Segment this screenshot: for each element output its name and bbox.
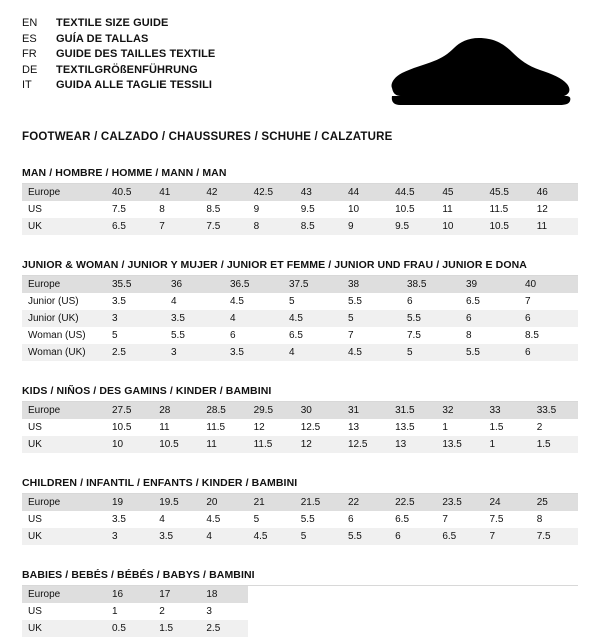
size-cell: 8.5 [519, 327, 578, 344]
size-cell: 21.5 [295, 494, 342, 511]
size-cell: 41 [153, 184, 200, 201]
size-cell: 33 [484, 402, 531, 419]
size-cell: 3.5 [224, 344, 283, 361]
table-row [22, 586, 578, 603]
size-cell [436, 620, 483, 637]
size-cell: 11.5 [200, 419, 247, 436]
size-cell: 43 [295, 184, 342, 201]
size-cell: 6.5 [436, 528, 483, 545]
size-cell: 4 [153, 511, 200, 528]
size-cell: 37.5 [283, 276, 342, 293]
size-cell [295, 603, 342, 620]
row-label: Europe [22, 586, 106, 603]
size-tables-container [22, 167, 578, 637]
size-cell: 10.5 [389, 201, 436, 218]
table-row [22, 511, 578, 528]
size-cell: 10.5 [106, 419, 153, 436]
size-cell: 21 [248, 494, 295, 511]
size-cell: 2 [531, 419, 578, 436]
size-cell: 12.5 [295, 419, 342, 436]
size-cell: 11.5 [248, 436, 295, 453]
size-cell: 3 [106, 528, 153, 545]
size-cell: 42.5 [248, 184, 295, 201]
size-cell: 22.5 [389, 494, 436, 511]
size-cell: 2 [153, 603, 200, 620]
language-title: TEXTILE SIZE GUIDE [56, 17, 169, 29]
size-cell: 16 [106, 586, 153, 603]
language-code: IT [22, 79, 32, 92]
size-cell: 5 [248, 511, 295, 528]
size-group [22, 385, 578, 453]
page-header [22, 16, 578, 117]
size-cell: 5.5 [401, 310, 460, 327]
size-cell: 7 [436, 511, 483, 528]
size-cell: 31 [342, 402, 389, 419]
size-cell [342, 603, 389, 620]
size-cell: 1.5 [531, 436, 578, 453]
row-label: UK [22, 436, 106, 453]
size-cell: 3.5 [106, 511, 153, 528]
size-cell: 5.5 [342, 528, 389, 545]
size-cell: 7 [519, 293, 578, 310]
size-cell: 6 [342, 511, 389, 528]
language-code: FR [22, 48, 37, 61]
size-cell: 12.5 [342, 436, 389, 453]
size-cell: 11 [153, 419, 200, 436]
row-label: Junior (US) [22, 293, 106, 310]
size-cell: 4.5 [224, 293, 283, 310]
size-cell: 18 [200, 586, 247, 603]
size-cell: 19.5 [153, 494, 200, 511]
size-cell [389, 620, 436, 637]
table-row [22, 494, 578, 511]
size-cell: 24 [484, 494, 531, 511]
size-cell: 13.5 [436, 436, 483, 453]
size-cell: 12 [248, 419, 295, 436]
size-cell: 10.5 [484, 218, 531, 235]
size-cell [295, 620, 342, 637]
size-cell: 6.5 [460, 293, 519, 310]
size-cell: 5.5 [165, 327, 224, 344]
size-cell [295, 586, 342, 603]
size-cell: 32 [436, 402, 483, 419]
size-group-heading: JUNIOR & WOMAN / JUNIOR Y MUJER / JUNIOR ET FEMME / JUNIOR UND FRAU / JUNIOR E DONA [22, 259, 527, 271]
size-cell: 10.5 [153, 436, 200, 453]
row-label: Europe [22, 184, 106, 201]
size-cell: 9.5 [295, 201, 342, 218]
size-cell: 6.5 [389, 511, 436, 528]
size-cell: 1 [436, 419, 483, 436]
size-cell: 13 [389, 436, 436, 453]
language-row [22, 63, 215, 79]
size-group-heading: BABIES / BEBÉS / BÉBÉS / BABYS / BAMBINI [22, 569, 255, 581]
language-row [22, 47, 215, 63]
size-cell [436, 586, 483, 603]
language-code: DE [22, 63, 38, 76]
size-cell: 42 [200, 184, 247, 201]
dress-shoe-icon [384, 32, 574, 117]
table-row [22, 293, 578, 310]
size-cell: 28.5 [200, 402, 247, 419]
size-cell: 6 [460, 310, 519, 327]
row-label: UK [22, 528, 106, 545]
size-cell: 2.5 [200, 620, 247, 637]
row-label: Woman (US) [22, 327, 106, 344]
size-cell: 2.5 [106, 344, 165, 361]
size-cell: 0.5 [106, 620, 153, 637]
size-cell: 3.5 [165, 310, 224, 327]
table-row [22, 218, 578, 235]
size-group-heading: CHILDREN / INFANTIL / ENFANTS / KINDER / BAMBINI [22, 477, 298, 489]
size-table [22, 276, 578, 361]
size-cell [248, 620, 295, 637]
row-label: Europe [22, 402, 106, 419]
size-group [22, 259, 578, 361]
size-cell: 11 [531, 218, 578, 235]
size-cell: 3.5 [153, 528, 200, 545]
size-cell [248, 603, 295, 620]
size-cell [342, 586, 389, 603]
size-cell: 6 [519, 310, 578, 327]
size-cell: 4 [165, 293, 224, 310]
size-cell: 9 [342, 218, 389, 235]
size-cell [389, 603, 436, 620]
size-cell: 5 [401, 344, 460, 361]
size-table [22, 494, 578, 545]
size-cell: 22 [342, 494, 389, 511]
size-cell: 10 [106, 436, 153, 453]
size-cell: 1.5 [153, 620, 200, 637]
size-group [22, 569, 578, 637]
language-title: TEXTILGRÖßENFÜHRUNG [56, 63, 198, 76]
size-cell: 33.5 [531, 402, 578, 419]
size-cell: 4 [224, 310, 283, 327]
size-cell: 4.5 [283, 310, 342, 327]
size-cell: 31.5 [389, 402, 436, 419]
language-row [22, 32, 215, 48]
size-cell: 35.5 [106, 276, 165, 293]
size-cell: 3 [165, 344, 224, 361]
size-cell: 4 [200, 528, 247, 545]
size-cell: 13.5 [389, 419, 436, 436]
size-cell: 10 [436, 218, 483, 235]
language-code: ES [22, 32, 37, 45]
size-cell: 5.5 [460, 344, 519, 361]
size-cell [484, 603, 531, 620]
size-group-heading: MAN / HOMBRE / HOMME / MANN / MAN [22, 167, 227, 179]
size-cell: 4.5 [248, 528, 295, 545]
size-cell: 28 [153, 402, 200, 419]
size-cell: 1 [106, 603, 153, 620]
size-cell: 3 [106, 310, 165, 327]
size-cell: 9 [248, 201, 295, 218]
size-cell [248, 586, 295, 603]
table-row [22, 402, 578, 419]
size-cell: 25 [531, 494, 578, 511]
size-cell: 36.5 [224, 276, 283, 293]
size-cell: 6 [519, 344, 578, 361]
size-cell: 19 [106, 494, 153, 511]
size-cell: 7.5 [531, 528, 578, 545]
table-row [22, 620, 578, 637]
size-cell: 44 [342, 184, 389, 201]
size-cell: 9.5 [389, 218, 436, 235]
size-cell: 1.5 [484, 419, 531, 436]
size-cell [531, 620, 578, 637]
size-cell: 7.5 [200, 218, 247, 235]
size-cell: 8 [153, 201, 200, 218]
table-row [22, 310, 578, 327]
size-cell [531, 586, 578, 603]
size-cell: 8 [531, 511, 578, 528]
size-cell: 5.5 [295, 511, 342, 528]
table-row [22, 184, 578, 201]
row-label: US [22, 201, 106, 218]
language-code: EN [22, 17, 38, 29]
size-cell: 12 [531, 201, 578, 218]
size-cell [389, 586, 436, 603]
size-cell: 29.5 [248, 402, 295, 419]
size-cell: 30 [295, 402, 342, 419]
size-group-heading: KIDS / NIÑOS / DES GAMINS / KINDER / BAMBINI [22, 385, 272, 397]
size-cell [342, 620, 389, 637]
table-row [22, 419, 578, 436]
language-row [22, 78, 215, 94]
size-cell: 6.5 [106, 218, 153, 235]
size-cell: 6 [401, 293, 460, 310]
size-cell [436, 603, 483, 620]
size-cell: 3 [200, 603, 247, 620]
size-cell: 6 [389, 528, 436, 545]
size-cell: 12 [295, 436, 342, 453]
size-cell: 7.5 [484, 511, 531, 528]
size-cell: 7 [153, 218, 200, 235]
size-cell: 8.5 [295, 218, 342, 235]
size-group [22, 167, 578, 235]
table-row [22, 603, 578, 620]
size-table [22, 184, 578, 235]
row-label: US [22, 603, 106, 620]
row-label: US [22, 511, 106, 528]
table-row [22, 436, 578, 453]
size-cell: 36 [165, 276, 224, 293]
size-cell: 27.5 [106, 402, 153, 419]
size-cell: 5 [342, 310, 401, 327]
size-cell: 7.5 [106, 201, 153, 218]
language-row [22, 16, 215, 32]
size-cell: 40 [519, 276, 578, 293]
size-cell: 46 [531, 184, 578, 201]
table-row [22, 327, 578, 344]
size-cell: 8.5 [200, 201, 247, 218]
row-label: UK [22, 620, 106, 637]
size-cell: 7 [484, 528, 531, 545]
row-label: UK [22, 218, 106, 235]
size-cell: 1 [484, 436, 531, 453]
table-row [22, 201, 578, 218]
size-cell: 5 [283, 293, 342, 310]
size-cell: 40.5 [106, 184, 153, 201]
size-cell: 45 [436, 184, 483, 201]
language-title: GUIDA ALLE TAGLIE TESSILI [56, 79, 213, 92]
row-label: Junior (UK) [22, 310, 106, 327]
size-cell: 8 [248, 218, 295, 235]
size-cell: 13 [342, 419, 389, 436]
size-cell: 5 [106, 327, 165, 344]
table-row [22, 344, 578, 361]
size-cell: 45.5 [484, 184, 531, 201]
size-cell: 39 [460, 276, 519, 293]
language-title: GUÍA DE TALLAS [56, 32, 149, 45]
size-cell: 6.5 [283, 327, 342, 344]
size-cell: 3.5 [106, 293, 165, 310]
size-cell: 11.5 [484, 201, 531, 218]
size-cell: 38.5 [401, 276, 460, 293]
size-cell: 4 [283, 344, 342, 361]
size-cell [484, 586, 531, 603]
size-cell: 7 [342, 327, 401, 344]
size-cell [531, 603, 578, 620]
size-cell: 11 [200, 436, 247, 453]
size-cell: 5.5 [342, 293, 401, 310]
size-cell: 11 [436, 201, 483, 218]
size-table [22, 586, 578, 637]
size-cell: 7.5 [401, 327, 460, 344]
table-row [22, 276, 578, 293]
size-cell: 17 [153, 586, 200, 603]
size-cell: 4.5 [200, 511, 247, 528]
row-label: US [22, 419, 106, 436]
language-title: GUIDE DES TAILLES TEXTILE [56, 48, 216, 61]
row-label: Europe [22, 276, 106, 293]
size-cell: 38 [342, 276, 401, 293]
size-cell: 20 [200, 494, 247, 511]
size-cell [484, 620, 531, 637]
size-cell: 5 [295, 528, 342, 545]
size-cell: 8 [460, 327, 519, 344]
size-cell: 4.5 [342, 344, 401, 361]
size-cell: 6 [224, 327, 283, 344]
table-row [22, 528, 578, 545]
language-title-list [22, 16, 215, 94]
page-title: FOOTWEAR / CALZADO / CHAUSSURES / SCHUHE / CALZATURE [22, 131, 393, 143]
size-group [22, 477, 578, 545]
size-table [22, 402, 578, 453]
row-label: Europe [22, 494, 106, 511]
row-label: Woman (UK) [22, 344, 106, 361]
size-cell: 10 [342, 201, 389, 218]
size-cell: 44.5 [389, 184, 436, 201]
size-cell: 23.5 [436, 494, 483, 511]
